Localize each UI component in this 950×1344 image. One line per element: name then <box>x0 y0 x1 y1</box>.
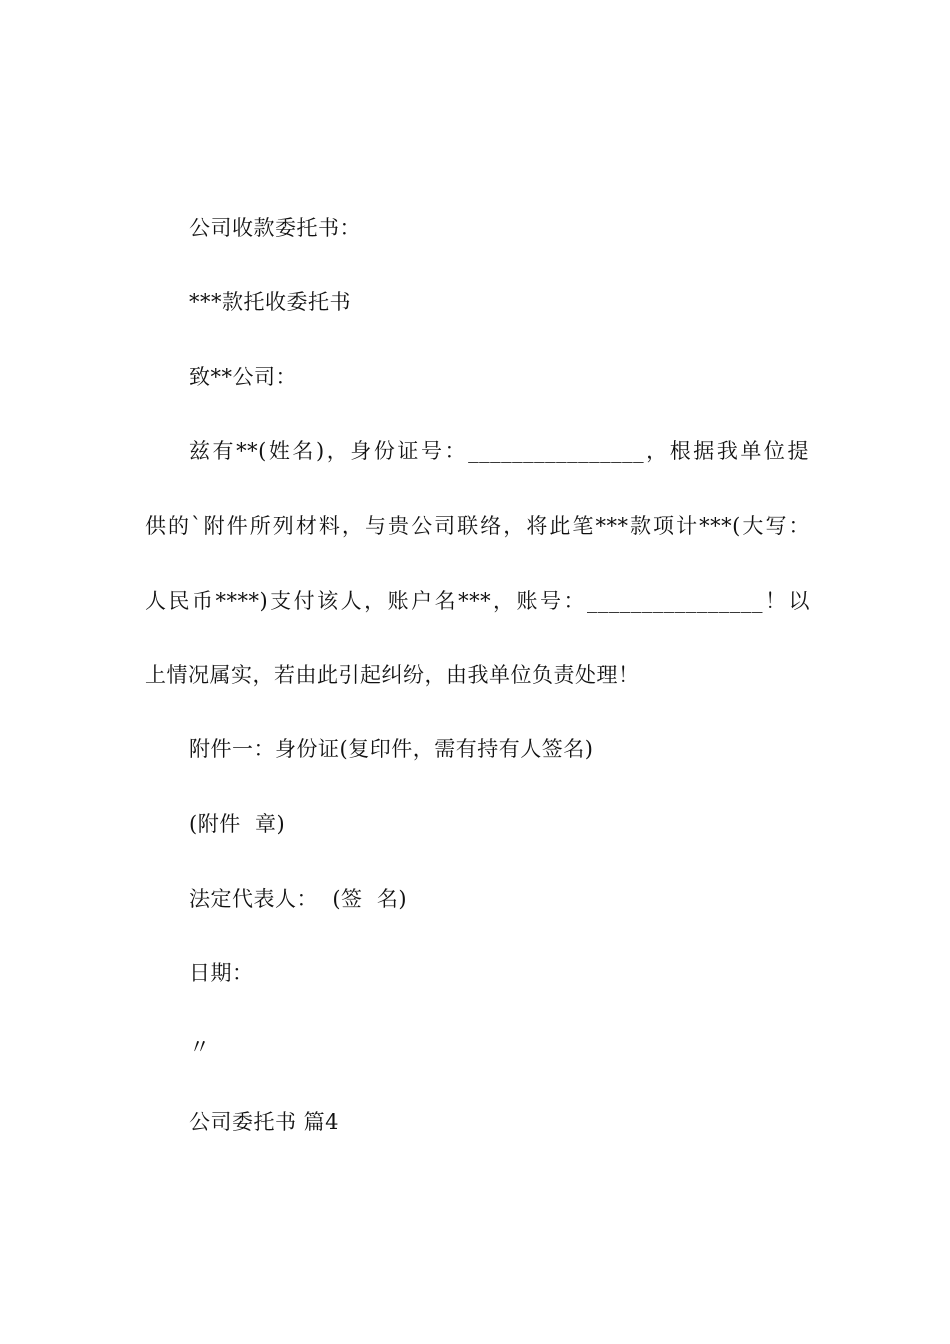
body-paragraph-line-1: 兹有**(姓名)，身份证号：________________，根据我单位提 <box>189 439 809 463</box>
body-paragraph-line-4: 上情况属实，若由此引起纠纷，由我单位负责处理！ <box>145 663 640 687</box>
letter-title: ***款托收委托书 <box>189 290 351 314</box>
seal-line: (附件 章) <box>189 812 286 836</box>
attachment-line: 附件一：身份证(复印件，需有持有人签名) <box>189 737 594 761</box>
section-heading: 公司收款委托书： <box>189 216 361 240</box>
legal-representative-line: 法定代表人： (签 名) <box>189 887 408 911</box>
body-paragraph-line-3: 人民币****)支付该人，账户名***，账号：________________！以 <box>145 589 810 613</box>
body-paragraph-line-2: 供的`附件所列材料，与贵公司联络，将此笔***款项计***(大写： <box>145 514 810 538</box>
date-line: 日期： <box>189 961 254 985</box>
ditto-mark: 〃 <box>189 1035 211 1059</box>
next-section-heading: 公司委托书 篇4 <box>189 1110 340 1134</box>
salutation: 致**公司： <box>189 365 297 389</box>
